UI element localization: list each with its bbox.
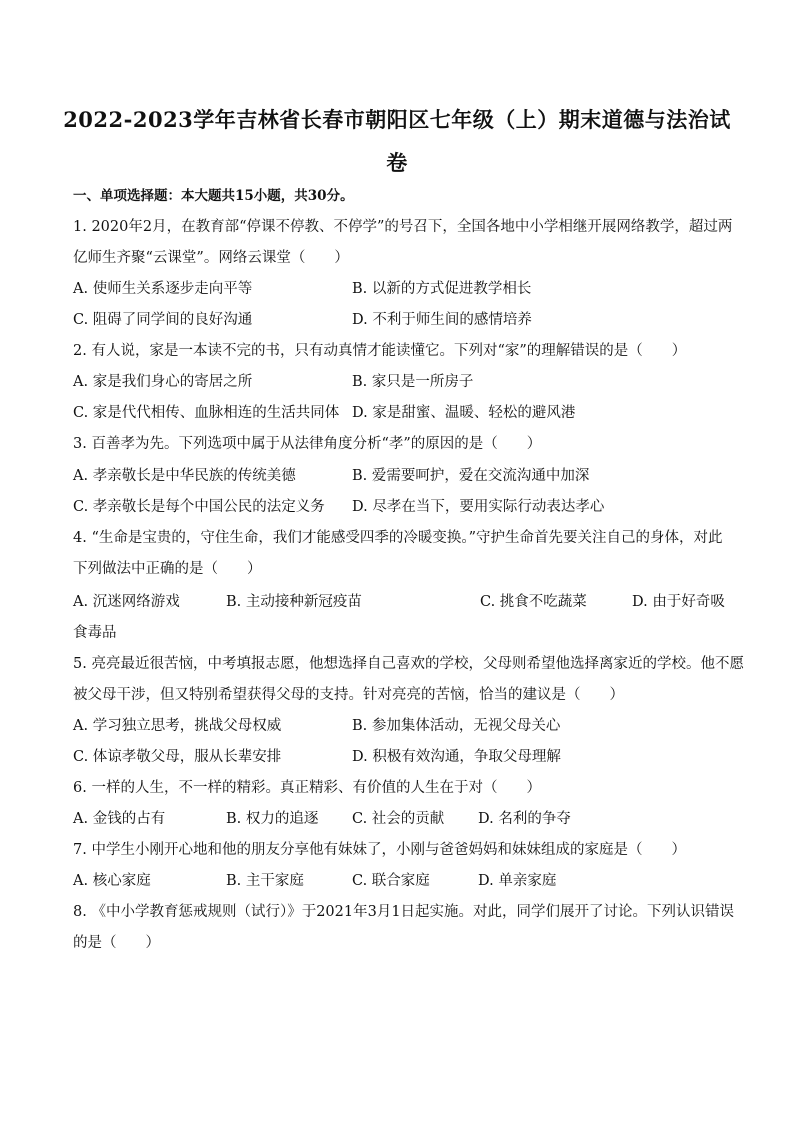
question-6-stem: 6. 一样的人生，不一样的精彩。真正精彩、有价值的人生在于对（ ） [73, 780, 541, 796]
question-3-stem: 3. 百善孝为先。下列选项中属于从法律角度分析“孝”的原因的是（ ） [73, 436, 542, 452]
question-7-option-b: B. 主干家庭 [226, 873, 304, 889]
question-5-option-a: A. 学习独立思考，挑战父母权威 [73, 718, 282, 734]
question-4-option-d-continued: 食毒品 [73, 625, 117, 641]
page-title-continued: 卷 [386, 150, 408, 175]
question-2-option-d: D. 家是甜蜜、温暖、轻松的避风港 [352, 405, 576, 421]
question-3-option-d: D. 尽孝在当下，要用实际行动表达孝心 [352, 499, 605, 515]
question-6-option-c: C. 社会的贡献 [352, 811, 445, 827]
question-3-option-c: C. 孝亲敬长是每个中国公民的法定义务 [73, 499, 325, 515]
question-5-stem-line-1: 5. 亮亮最近很苦恼，中考填报志愿，他想选择自己喜欢的学校，父母则希望他选择离家近的学校。他不愿 [73, 656, 744, 672]
question-1-option-a: A. 使师生关系逐步走向平等 [73, 281, 253, 297]
question-1-option-d: D. 不利于师生间的感情培养 [352, 312, 532, 328]
question-6-option-d: D. 名利的争夺 [478, 811, 571, 827]
question-2-option-b: B. 家只是一所房子 [352, 374, 474, 390]
question-5-stem-line-2: 被父母干涉，但又特别希望获得父母的支持。针对亮亮的苦恼，恰当的建议是（ ） [73, 687, 624, 703]
question-7-option-c: C. 联合家庭 [352, 873, 430, 889]
question-5-option-c: C. 体谅孝敬父母，服从长辈安排 [73, 749, 282, 765]
question-4-stem-line-1: 4. “生命是宝贵的，守住生命，我们才能感受四季的冷暖变换。”守护生命首先要关注自己的身体，对此 [73, 530, 723, 546]
question-4-option-a: A. 沉迷网络游戏 [73, 594, 180, 610]
question-8-stem-line-2: 的是（ ） [73, 935, 160, 951]
question-5-option-d: D. 积极有效沟通，争取父母理解 [352, 749, 561, 765]
question-7-stem: 7. 中学生小刚开心地和他的朋友分享他有妹妹了，小刚与爸爸妈妈和妹妹组成的家庭是（ ） [73, 842, 686, 858]
question-6-option-a: A. 金钱的占有 [73, 811, 166, 827]
page-title: 2022-2023学年吉林省长春市朝阳区七年级（上）期末道德与法治试 [63, 107, 731, 132]
question-2-option-a: A. 家是我们身心的寄居之所 [73, 374, 253, 390]
question-5-option-b: B. 参加集体活动，无视父母关心 [352, 718, 561, 734]
question-4-stem-line-2: 下列做法中正确的是（ ） [73, 561, 262, 577]
question-4-option-d: D. 由于好奇吸 [632, 594, 725, 610]
question-3-option-a: A. 孝亲敬长是中华民族的传统美德 [73, 468, 296, 484]
question-4-option-b: B. 主动接种新冠疫苗 [226, 594, 362, 610]
question-2-stem: 2. 有人说，家是一本读不完的书，只有动真情才能读懂它。下列对“家”的理解错误的是（ ） [73, 343, 687, 359]
question-7-option-d: D. 单亲家庭 [478, 873, 557, 889]
question-3-option-b: B. 爱需要呵护，爱在交流沟通中加深 [352, 468, 590, 484]
question-4-option-c: C. 挑食不吃蔬菜 [480, 594, 587, 610]
question-6-option-b: B. 权力的追逐 [226, 811, 319, 827]
question-7-option-a: A. 核心家庭 [73, 873, 151, 889]
question-8-stem-line-1: 8. 《中小学教育惩戒规则（试行）》于2021年3月1日起实施。对此，同学们展开了讨论。下列认识错误 [73, 904, 735, 920]
question-1-option-c: C. 阻碍了同学间的良好沟通 [73, 312, 253, 328]
section-heading: 一、单项选择题：本大题共15小题，共30分。 [73, 188, 354, 204]
question-1-stem-line-1: 1. 2020年2月，在教育部“停课不停教、不停学”的号召下，全国各地中小学相继开展网络教学，超过两 [73, 219, 733, 235]
question-1-stem-line-2: 亿师生齐聚“云课堂”。网络云课堂（ ） [73, 250, 349, 266]
question-2-option-c: C. 家是代代相传、血脉相连的生活共同体 [73, 405, 340, 421]
question-1-option-b: B. 以新的方式促进教学相长 [352, 281, 532, 297]
